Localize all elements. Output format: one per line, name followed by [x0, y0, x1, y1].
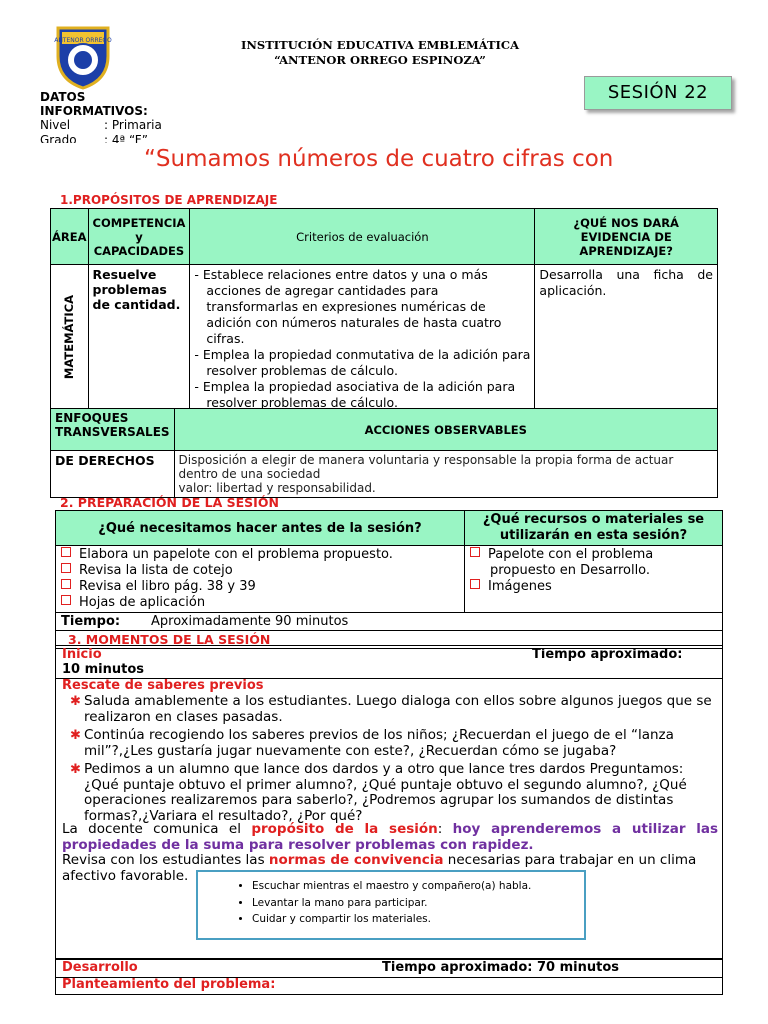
accion-line1: Disposición a elegir de manera voluntaria y responsable la propia forma de actuar dentro de una sociedad — [178, 453, 674, 481]
desarrollo-time: Tiempo aproximado: 70 minutos — [382, 960, 620, 975]
list-item: ✱ Pedimos a un alumno que lance dos dardos y a otro que lance tres dardos Preguntamos: ¿Qué puntaje obtuvo el primer alumno?, ¿Qué puntaje obtuvo el segundo alumno?, ¿Qué operaciones realizaremos para saberlo?, ¿Podremos agrupar los sumandos de distintas formas?,¿Variara el resultado?, ¿Por qué? — [70, 761, 687, 824]
normas-label: normas de convivencia — [268, 852, 444, 868]
checkbox-icon — [470, 579, 480, 589]
datos-title-1: DATOS — [40, 90, 86, 104]
propositos-table — [50, 208, 718, 414]
logo-text: ANTENOR ORREGO — [54, 37, 112, 44]
accion-line2: valor: libertad y responsabilidad. — [178, 481, 376, 495]
grado-label: Grado — [40, 133, 77, 143]
col-competencia-header: COMPETENCIA y CAPACIDADES — [88, 209, 190, 265]
school-logo — [52, 22, 114, 90]
desarrollo-label: Desarrollo — [62, 960, 138, 975]
col-evidencia-header: ¿QUÉ NOS DARÁ EVIDENCIA DE APRENDIZAJE? — [535, 209, 718, 265]
area-cell — [51, 265, 89, 414]
checkbox-icon — [470, 547, 480, 557]
datos-title-2: INFORMATIVOS: — [40, 104, 148, 118]
competencia-cell: Resuelve problemas de cantidad. — [88, 265, 190, 414]
recursos-list — [465, 546, 723, 613]
tiempo-value: Aproximadamente 90 minutos — [151, 614, 349, 629]
preparacion-table — [55, 510, 723, 649]
acciones-cell — [174, 451, 717, 498]
section3-title: 3. MOMENTOS DE LA SESIÓN — [56, 631, 723, 649]
checkbox-icon — [61, 563, 71, 573]
norma-item: • Escuchar mientras el maestro y compañero(a) habla. — [252, 878, 584, 895]
antes-item: Elabora un papelote con el problema propuesto. — [61, 547, 459, 563]
section2-title: 2. PREPARACIÓN DE LA SESIÓN — [60, 495, 279, 510]
inicio-row — [55, 645, 723, 679]
desarrollo-row — [55, 958, 723, 978]
criterio-item: - Emplea la propiedad conmutativa de la adición para resolver problemas de cálculo. — [194, 347, 531, 378]
tiempo-label: Tiempo: — [61, 614, 121, 629]
enfoque-value: DE DERECHOS — [51, 451, 175, 498]
normas-paragraph: Revisa con los estudiantes las normas de convivencia necesarias para trabajar en un clima afectivo favorable. — [62, 852, 697, 884]
col-criterios-header: Criterios de evaluación — [190, 209, 535, 265]
list-item: ✱ Continúa recogiendo los saberes previos de los niños; ¿Recuerdan el juego de el “lanza mil”?,¿Les gustaría jugar nuevamente con este?, ¿Recuerdan cómo se jugaba? — [70, 727, 674, 759]
inicio-tiempo-label: Tiempo aproximado: — [532, 647, 683, 662]
planteamiento-label: Planteamiento del problema: — [62, 977, 276, 992]
enfoques-table — [50, 408, 718, 498]
antes-item: Hojas de aplicación — [61, 595, 459, 611]
col-recursos-header: ¿Qué recursos o materiales se utilizarán en esta sesión? — [465, 511, 723, 546]
asterisk-icon: ✱ — [70, 762, 81, 777]
tiempo-row — [56, 613, 723, 631]
antes-list — [56, 546, 465, 613]
nivel-label: Nivel — [40, 118, 71, 132]
checkbox-icon — [61, 595, 71, 605]
proposito-text: hoy aprenderemos a utilizar las propiedades de la suma para resolver problemas con rapidez. — [62, 821, 719, 853]
bullet-list — [70, 693, 716, 824]
acciones-header: ACCIONES OBSERVABLES — [174, 409, 717, 451]
antes-item: Revisa la lista de cotejo — [61, 563, 459, 579]
criterios-cell — [190, 265, 535, 414]
list-item: ✱ Saluda amablemente a los estudiantes. Luego dialoga con ellos sobre algunos juegos que se realizaron en clases pasadas. — [70, 693, 712, 725]
planteamiento-row — [55, 976, 723, 995]
criterio-item: - Establece relaciones entre datos y una o más acciones de agregar cantidades para transformarlas en expresiones numéricas de adición con números naturales de hasta cuatro cifras. — [194, 267, 502, 346]
enfoques-header: ENFOQUES TRANSVERSALES — [51, 409, 175, 451]
asterisk-icon: ✱ — [70, 728, 81, 743]
recurso-item: Papelote con el problema propuesto en Desarrollo. — [470, 547, 717, 579]
antes-item: Revisa el libro pág. 38 y 39 — [61, 579, 459, 595]
inicio-time: 10 minutos — [62, 662, 145, 677]
institution-header — [160, 38, 600, 68]
institution-line1: INSTITUCIÓN EDUCATIVA EMBLEMÁTICA — [241, 38, 519, 52]
rescate-title: Rescate de saberes previos — [62, 678, 264, 693]
grado-value: : 4ª “F” — [104, 133, 148, 143]
nivel-value: : Primaria — [104, 118, 162, 132]
col-antes-header: ¿Qué necesitamos hacer antes de la sesión? — [56, 511, 465, 546]
checkbox-icon — [61, 579, 71, 589]
norma-item: • Levantar la mano para participar. — [252, 895, 584, 912]
evidencia-cell: Desarrolla una ficha de aplicación. — [535, 265, 718, 414]
institution-line2: “ANTENOR ORREGO ESPINOZA” — [274, 53, 486, 67]
recurso-item: Imágenes — [470, 579, 717, 595]
session-badge: SESIÓN 22 — [584, 76, 732, 110]
checkbox-icon — [61, 547, 71, 557]
proposito-paragraph: La docente comunica el propósito de la sesión: hoy aprenderemos a utilizar las propiedades de la suma para resolver problemas con rapidez. — [62, 821, 719, 853]
section1-title: 1.PROPÓSITOS DE APRENDIZAJE — [60, 193, 278, 207]
nivel-row — [40, 118, 162, 133]
grado-row — [40, 133, 148, 143]
criterio-item: - Emplea la propiedad asociativa de la adición para resolver problemas de cálculo. — [194, 379, 516, 410]
asterisk-icon: ✱ — [70, 694, 81, 709]
proposito-label: propósito de la sesión — [251, 821, 438, 837]
area-value: MATEMÁTICA — [62, 295, 77, 380]
inicio-label: Inicio — [62, 647, 102, 662]
page-title: “Sumamos números de cuatro cifras con — [144, 146, 614, 172]
datos-title — [40, 90, 148, 118]
normas-box — [196, 870, 586, 940]
col-area-header: ÁREA — [51, 209, 89, 265]
norma-item: • Cuidar y compartir los materiales. — [252, 911, 584, 928]
